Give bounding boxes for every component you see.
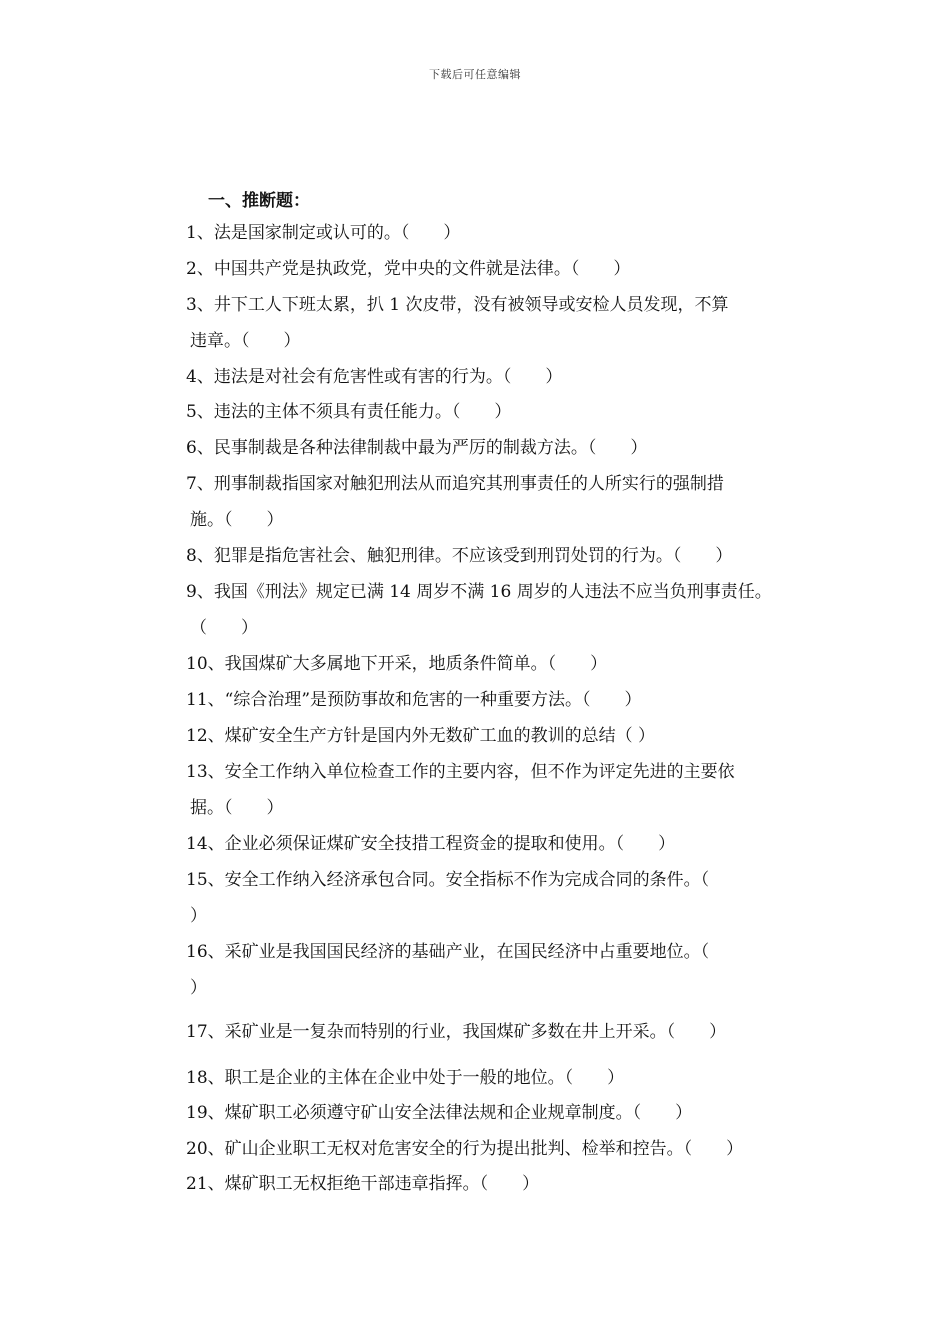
question-20: 20、矿山企业职工无权对危害安全的行为提出批判、检举和控告。（ ） (186, 1139, 744, 1159)
question-5: 5、违法的主体不须具有责任能力。（ ） (186, 402, 512, 422)
question-13-continuation: 据。（ ） (190, 798, 284, 818)
question-14: 14、企业必须保证煤矿安全技措工程资金的提取和使用。（ ） (186, 834, 676, 854)
question-13: 13、安全工作纳入单位检查工作的主要内容，但不作为评定先进的主要依 (186, 762, 735, 782)
question-12: 12、煤矿安全生产方针是国内外无数矿工血的教训的总结（ ） (186, 726, 656, 746)
question-17: 17、采矿业是一复杂而特别的行业，我国煤矿多数在井上开采。（ ） (186, 1022, 727, 1042)
question-6: 6、民事制裁是各种法律制裁中最为严厉的制裁方法。（ ） (186, 438, 648, 458)
question-21: 21、煤矿职工无权拒绝干部违章指挥。（ ） (186, 1174, 540, 1194)
section-title: 一、推断题： (208, 191, 310, 211)
question-3-continuation: 违章。（ ） (190, 331, 301, 351)
question-19: 19、煤矿职工必须遵守矿山安全法律法规和企业规章制度。（ ） (186, 1103, 693, 1123)
question-15: 15、安全工作纳入经济承包合同。安全指标不作为完成合同的条件。（ (186, 870, 710, 890)
question-9-continuation: （ ） (190, 618, 258, 638)
question-18: 18、职工是企业的主体在企业中处于一般的地位。（ ） (186, 1068, 625, 1088)
question-7: 7、刑事制裁指国家对触犯刑法从而追究其刑事责任的人所实行的强制措 (186, 474, 724, 494)
question-3: 3、井下工人下班太累，扒 1 次皮带，没有被领导或安检人员发现，不算 (186, 295, 729, 315)
question-10: 10、我国煤矿大多属地下开采，地质条件简单。（ ） (186, 654, 608, 674)
question-8: 8、犯罪是指危害社会、触犯刑律。不应该受到刑罚处罚的行为。（ ） (186, 546, 733, 566)
question-16: 16、采矿业是我国国民经济的基础产业，在国民经济中占重要地位。（ (186, 942, 710, 962)
question-11: 11、“综合治理”是预防事故和危害的一种重要方法。（ ） (186, 690, 642, 710)
question-2: 2、中国共产党是执政党，党中央的文件就是法律。（ ） (186, 259, 631, 279)
question-16-continuation: ） (190, 978, 207, 998)
question-1: 1、法是国家制定或认可的。（ ） (186, 223, 461, 243)
question-7-continuation: 施。（ ） (190, 510, 284, 530)
question-15-continuation: ） (190, 906, 207, 926)
question-4: 4、违法是对社会有危害性或有害的行为。（ ） (186, 367, 563, 387)
download-note: 下载后可任意编辑 (429, 68, 521, 81)
question-9: 9、我国《刑法》规定已满 14 周岁不满 16 周岁的人违法不应当负刑事责任。 (186, 582, 772, 602)
